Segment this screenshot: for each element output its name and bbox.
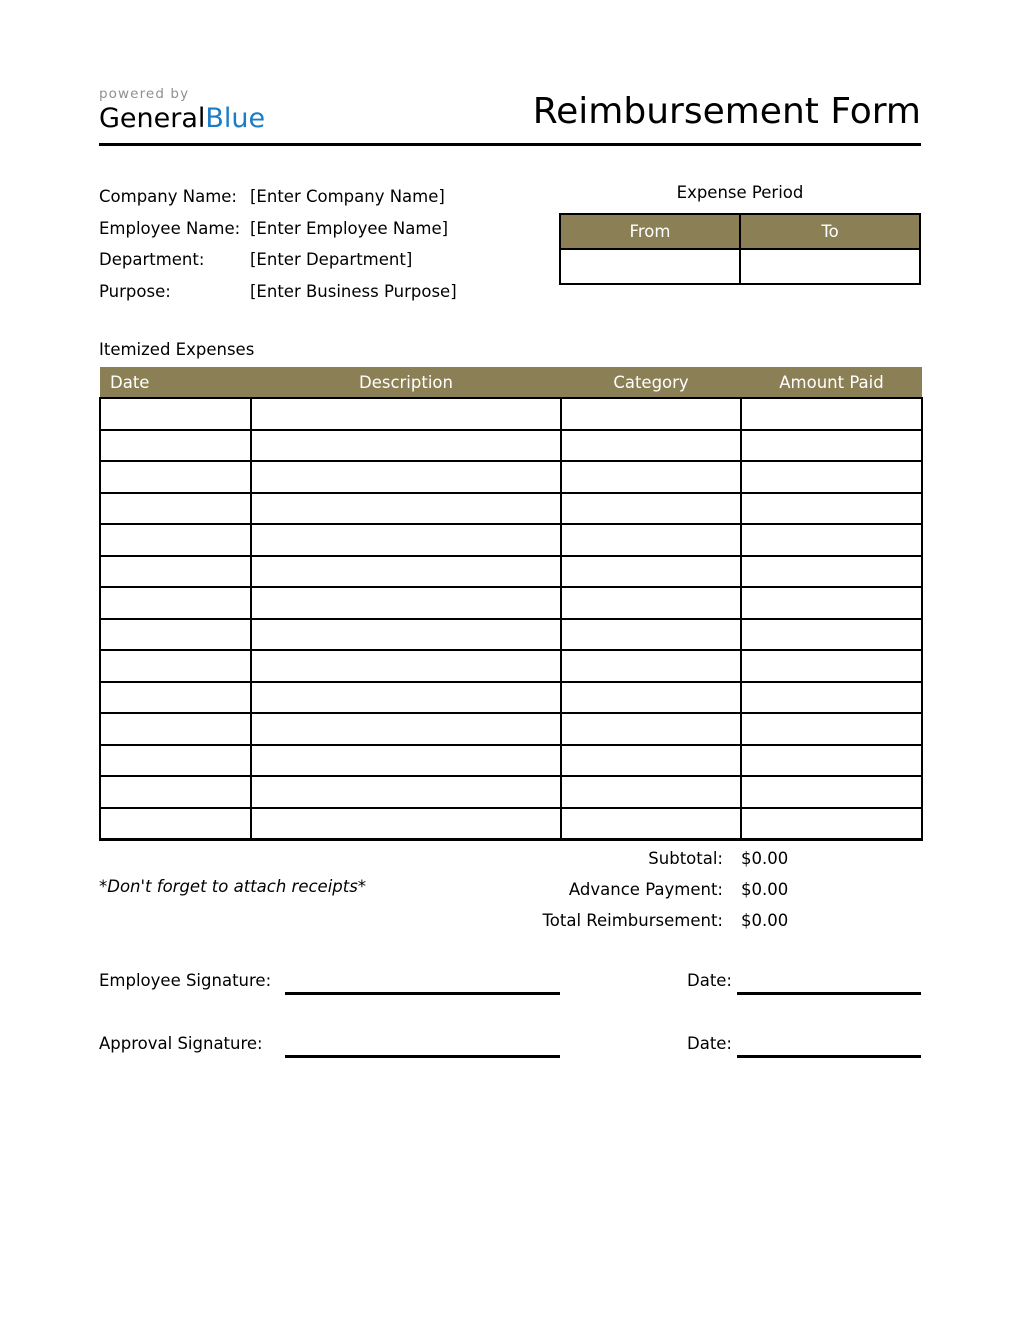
expense-period-from-value[interactable] <box>560 249 740 284</box>
brand-wordmark <box>99 103 265 135</box>
cell-description[interactable] <box>251 461 561 493</box>
cell-category[interactable] <box>561 650 741 682</box>
cell-description[interactable] <box>251 398 561 430</box>
expense-period-table <box>559 213 921 285</box>
cell-description[interactable] <box>251 556 561 588</box>
table-row <box>100 398 922 430</box>
company-name-label: Company Name: <box>99 187 237 206</box>
column-header-description: Description <box>251 367 561 398</box>
cell-date[interactable] <box>100 398 251 430</box>
info-row-employee <box>99 213 519 245</box>
cell-category[interactable] <box>561 587 741 619</box>
cell-description[interactable] <box>251 650 561 682</box>
total-reimbursement-value: $0.00 <box>741 911 789 930</box>
cell-amount-paid[interactable] <box>741 524 922 556</box>
cell-date[interactable] <box>100 493 251 525</box>
cell-category[interactable] <box>561 493 741 525</box>
signature-area <box>99 968 921 1094</box>
cell-amount-paid[interactable] <box>741 430 922 462</box>
cell-amount-paid[interactable] <box>741 776 922 808</box>
totals-row-advance-payment <box>460 874 921 905</box>
signature-row-employee <box>99 968 921 1031</box>
cell-date[interactable] <box>100 430 251 462</box>
cell-date[interactable] <box>100 461 251 493</box>
column-header-amount-paid: Amount Paid <box>741 367 922 398</box>
cell-category[interactable] <box>561 430 741 462</box>
expense-period-header-row <box>560 214 920 249</box>
table-row <box>100 556 922 588</box>
cell-description[interactable] <box>251 745 561 777</box>
table-row <box>100 650 922 682</box>
cell-description[interactable] <box>251 493 561 525</box>
cell-category[interactable] <box>561 524 741 556</box>
table-row <box>100 682 922 714</box>
employee-name-value[interactable]: [Enter Employee Name] <box>250 218 449 238</box>
cell-date[interactable] <box>100 650 251 682</box>
cell-date[interactable] <box>100 682 251 714</box>
powered-by-label: powered by <box>99 86 190 102</box>
cell-amount-paid[interactable] <box>741 493 922 525</box>
cell-category[interactable] <box>561 682 741 714</box>
brand-name-general: General <box>99 103 206 134</box>
employee-date-line[interactable] <box>737 992 921 995</box>
employee-name-label: Employee Name: <box>99 218 241 238</box>
expense-period-to-header: To <box>740 214 920 249</box>
column-header-date: Date <box>100 367 251 398</box>
form-info-fields <box>99 181 519 307</box>
column-header-category: Category <box>561 367 741 398</box>
subtotal-label: Subtotal: <box>648 849 723 868</box>
itemized-expenses-label: Itemized Expenses <box>99 340 255 359</box>
info-row-department <box>99 244 519 276</box>
cell-description[interactable] <box>251 587 561 619</box>
expense-period-block <box>559 181 921 285</box>
advance-payment-label: Advance Payment: <box>568 880 723 899</box>
cell-date[interactable] <box>100 619 251 651</box>
table-row <box>100 745 922 777</box>
info-row-company <box>99 181 519 213</box>
subtotal-value: $0.00 <box>741 849 789 868</box>
cell-amount-paid[interactable] <box>741 556 922 588</box>
generalblue-logo <box>99 86 265 135</box>
cell-description[interactable] <box>251 776 561 808</box>
approval-date-label: Date: <box>687 1034 732 1053</box>
table-row <box>100 461 922 493</box>
itemized-header-row <box>100 367 922 398</box>
cell-date[interactable] <box>100 587 251 619</box>
cell-amount-paid[interactable] <box>741 808 922 840</box>
cell-category[interactable] <box>561 745 741 777</box>
cell-amount-paid[interactable] <box>741 650 922 682</box>
cell-description[interactable] <box>251 524 561 556</box>
cell-amount-paid[interactable] <box>741 619 922 651</box>
attach-receipts-note: *Don't forget to attach receipts* <box>99 877 367 896</box>
table-row <box>100 808 922 840</box>
cell-category[interactable] <box>561 461 741 493</box>
page-header <box>99 86 921 148</box>
cell-date[interactable] <box>100 524 251 556</box>
cell-description[interactable] <box>251 682 561 714</box>
department-label: Department: <box>99 250 205 269</box>
cell-date[interactable] <box>100 808 251 840</box>
employee-date-label: Date: <box>687 971 732 990</box>
cell-category[interactable] <box>561 808 741 840</box>
cell-category[interactable] <box>561 556 741 588</box>
cell-date[interactable] <box>100 745 251 777</box>
approval-signature-label: Approval Signature: <box>99 1034 263 1053</box>
purpose-label: Purpose: <box>99 281 171 301</box>
approval-date-line[interactable] <box>737 1055 921 1058</box>
table-row <box>100 713 922 745</box>
expense-period-from-header: From <box>560 214 740 249</box>
cell-amount-paid[interactable] <box>741 587 922 619</box>
table-row <box>100 587 922 619</box>
purpose-value[interactable]: [Enter Business Purpose] <box>250 281 457 301</box>
department-value[interactable]: [Enter Department] <box>250 250 413 269</box>
cell-description[interactable] <box>251 713 561 745</box>
total-reimbursement-label: Total Reimbursement: <box>542 911 723 930</box>
info-row-purpose <box>99 276 519 308</box>
itemized-rows-body <box>100 398 922 840</box>
totals-row-total-reimbursement <box>460 905 921 936</box>
expense-period-to-value[interactable] <box>740 249 920 284</box>
cell-amount-paid[interactable] <box>741 745 922 777</box>
totals-row-subtotal <box>460 843 921 874</box>
cell-description[interactable] <box>251 808 561 840</box>
cell-category[interactable] <box>561 398 741 430</box>
totals-block <box>460 843 921 936</box>
cell-description[interactable] <box>251 619 561 651</box>
cell-date[interactable] <box>100 556 251 588</box>
itemized-expenses-table <box>99 367 923 841</box>
cell-category[interactable] <box>561 776 741 808</box>
table-row <box>100 776 922 808</box>
cell-amount-paid[interactable] <box>741 682 922 714</box>
cell-amount-paid[interactable] <box>741 713 922 745</box>
cell-category[interactable] <box>561 713 741 745</box>
cell-category[interactable] <box>561 619 741 651</box>
employee-signature-label: Employee Signature: <box>99 971 272 990</box>
expense-period-value-row <box>560 249 920 284</box>
expense-period-title: Expense Period <box>676 183 804 202</box>
cell-date[interactable] <box>100 776 251 808</box>
advance-payment-value[interactable]: $0.00 <box>741 880 789 899</box>
table-row <box>100 493 922 525</box>
cell-amount-paid[interactable] <box>741 398 922 430</box>
header-divider <box>99 143 921 146</box>
brand-name-blue: Blue <box>205 103 266 134</box>
cell-description[interactable] <box>251 430 561 462</box>
approval-signature-line[interactable] <box>285 1055 560 1058</box>
table-row <box>100 524 922 556</box>
cell-amount-paid[interactable] <box>741 461 922 493</box>
signature-row-approval <box>99 1031 921 1094</box>
table-row <box>100 430 922 462</box>
cell-date[interactable] <box>100 713 251 745</box>
table-row <box>100 619 922 651</box>
employee-signature-line[interactable] <box>285 992 560 995</box>
page-title: Reimbursement Form <box>532 91 921 132</box>
company-name-value[interactable]: [Enter Company Name] <box>250 187 445 206</box>
